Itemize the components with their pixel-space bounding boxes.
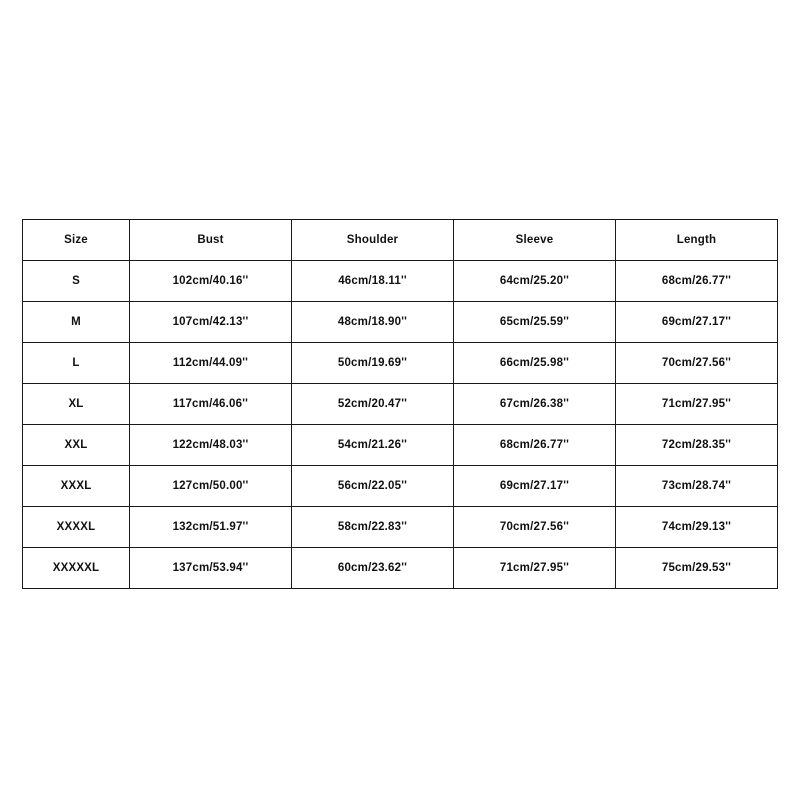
table-row (23, 425, 778, 466)
cell-shoulder: 48cm/18.90'' (292, 302, 454, 343)
cell-bust: 107cm/42.13'' (130, 302, 292, 343)
cell-sleeve: 64cm/25.20'' (454, 261, 616, 302)
cell-shoulder: 50cm/19.69'' (292, 343, 454, 384)
column-header-sleeve: Sleeve (454, 220, 616, 261)
cell-bust: 127cm/50.00'' (130, 466, 292, 507)
cell-size: XXL (23, 425, 130, 466)
cell-size: XXXXL (23, 507, 130, 548)
cell-length: 69cm/27.17'' (616, 302, 778, 343)
cell-size: XL (23, 384, 130, 425)
cell-length: 72cm/28.35'' (616, 425, 778, 466)
table-row (23, 261, 778, 302)
table-row (23, 548, 778, 589)
cell-length: 68cm/26.77'' (616, 261, 778, 302)
cell-shoulder: 52cm/20.47'' (292, 384, 454, 425)
column-header-length: Length (616, 220, 778, 261)
cell-size: XXXXXL (23, 548, 130, 589)
cell-length: 70cm/27.56'' (616, 343, 778, 384)
cell-bust: 117cm/46.06'' (130, 384, 292, 425)
column-header-shoulder: Shoulder (292, 220, 454, 261)
table-body (23, 261, 778, 589)
cell-shoulder: 46cm/18.11'' (292, 261, 454, 302)
table-row (23, 302, 778, 343)
cell-shoulder: 54cm/21.26'' (292, 425, 454, 466)
cell-bust: 102cm/40.16'' (130, 261, 292, 302)
table-header-row (23, 220, 778, 261)
table-row (23, 343, 778, 384)
column-header-size: Size (23, 220, 130, 261)
table-row (23, 466, 778, 507)
cell-sleeve: 69cm/27.17'' (454, 466, 616, 507)
cell-shoulder: 60cm/23.62'' (292, 548, 454, 589)
cell-sleeve: 65cm/25.59'' (454, 302, 616, 343)
cell-size: M (23, 302, 130, 343)
cell-sleeve: 68cm/26.77'' (454, 425, 616, 466)
cell-size: S (23, 261, 130, 302)
cell-shoulder: 58cm/22.83'' (292, 507, 454, 548)
cell-length: 74cm/29.13'' (616, 507, 778, 548)
cell-bust: 137cm/53.94'' (130, 548, 292, 589)
table-header (23, 220, 778, 261)
cell-sleeve: 66cm/25.98'' (454, 343, 616, 384)
cell-length: 71cm/27.95'' (616, 384, 778, 425)
table-row (23, 507, 778, 548)
cell-sleeve: 67cm/26.38'' (454, 384, 616, 425)
cell-bust: 122cm/48.03'' (130, 425, 292, 466)
table-row (23, 384, 778, 425)
cell-sleeve: 70cm/27.56'' (454, 507, 616, 548)
size-chart-table (22, 219, 778, 589)
size-chart-container (22, 219, 778, 589)
cell-bust: 112cm/44.09'' (130, 343, 292, 384)
cell-sleeve: 71cm/27.95'' (454, 548, 616, 589)
cell-length: 73cm/28.74'' (616, 466, 778, 507)
column-header-bust: Bust (130, 220, 292, 261)
cell-shoulder: 56cm/22.05'' (292, 466, 454, 507)
cell-size: XXXL (23, 466, 130, 507)
cell-length: 75cm/29.53'' (616, 548, 778, 589)
cell-bust: 132cm/51.97'' (130, 507, 292, 548)
cell-size: L (23, 343, 130, 384)
